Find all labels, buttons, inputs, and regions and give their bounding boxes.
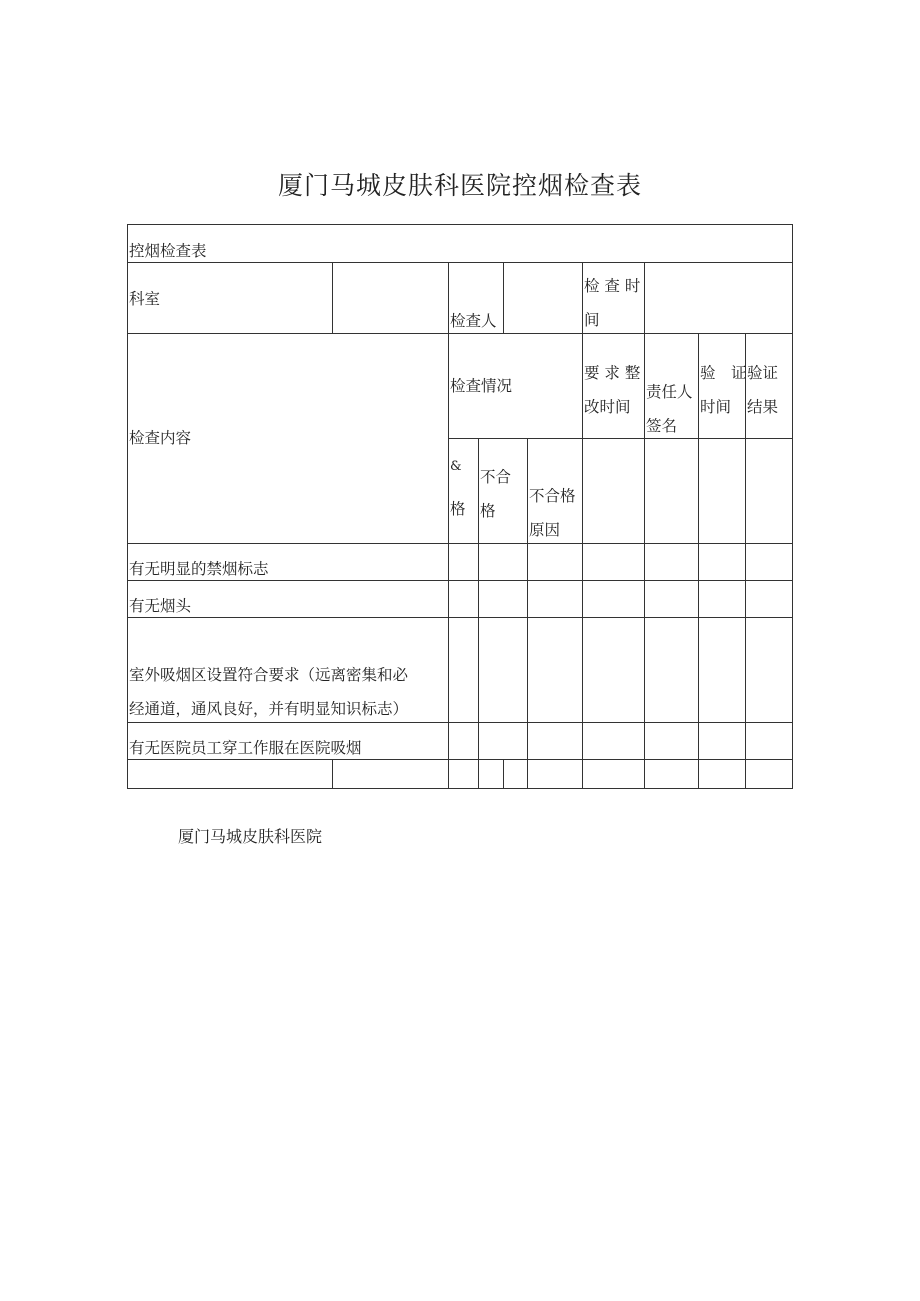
verify-time-label-cont: 时间 bbox=[700, 398, 732, 416]
fail-reason-label: 不合格 bbox=[529, 487, 576, 505]
footer-hospital-name: 厦门马城皮肤科医院 bbox=[178, 827, 323, 846]
content-label: 检查内容 bbox=[129, 429, 192, 447]
inspection-time-label: 检 查 时 bbox=[584, 277, 641, 295]
fail-reason-label-cont: 原因 bbox=[529, 521, 561, 539]
smoking-inspection-table bbox=[127, 224, 793, 789]
inspection-time-label-cont: 间 bbox=[584, 311, 600, 329]
fail-label-cont: 格 bbox=[480, 502, 496, 520]
item-outdoor-smoking-area: 室外吸烟区设置符合要求（远离密集和必 bbox=[129, 666, 409, 684]
responsible-label: 责任人 bbox=[646, 383, 693, 401]
pass-label: & bbox=[450, 459, 462, 474]
verify-result-label-cont: 结果 bbox=[747, 398, 779, 416]
verify-time-label: 验 证 bbox=[700, 364, 747, 382]
pass-label-cont: 格 bbox=[450, 500, 466, 518]
situation-label: 检查情况 bbox=[450, 377, 513, 395]
table-caption: 控烟检查表 bbox=[129, 242, 207, 260]
rectify-time-label-cont: 改时间 bbox=[584, 398, 631, 416]
dept-label: 科室 bbox=[129, 290, 161, 308]
responsible-label-cont: 签名 bbox=[646, 417, 678, 435]
item-no-smoking-sign: 有无明显的禁烟标志 bbox=[129, 560, 269, 578]
verify-result-label: 验证 bbox=[747, 364, 779, 382]
inspector-label: 检查人 bbox=[450, 312, 497, 330]
item-outdoor-smoking-area-cont: 经通道，通风良好，并有明显知识标志） bbox=[129, 700, 409, 718]
rectify-time-label: 要 求 整 bbox=[584, 364, 641, 382]
item-cigarette-butts: 有无烟头 bbox=[129, 597, 192, 615]
item-staff-smoking: 有无医院员工穿工作服在医院吸烟 bbox=[129, 739, 362, 757]
document-title: 厦门马城皮肤科医院控烟检查表 bbox=[277, 171, 642, 200]
fail-label: 不合 bbox=[480, 468, 512, 486]
